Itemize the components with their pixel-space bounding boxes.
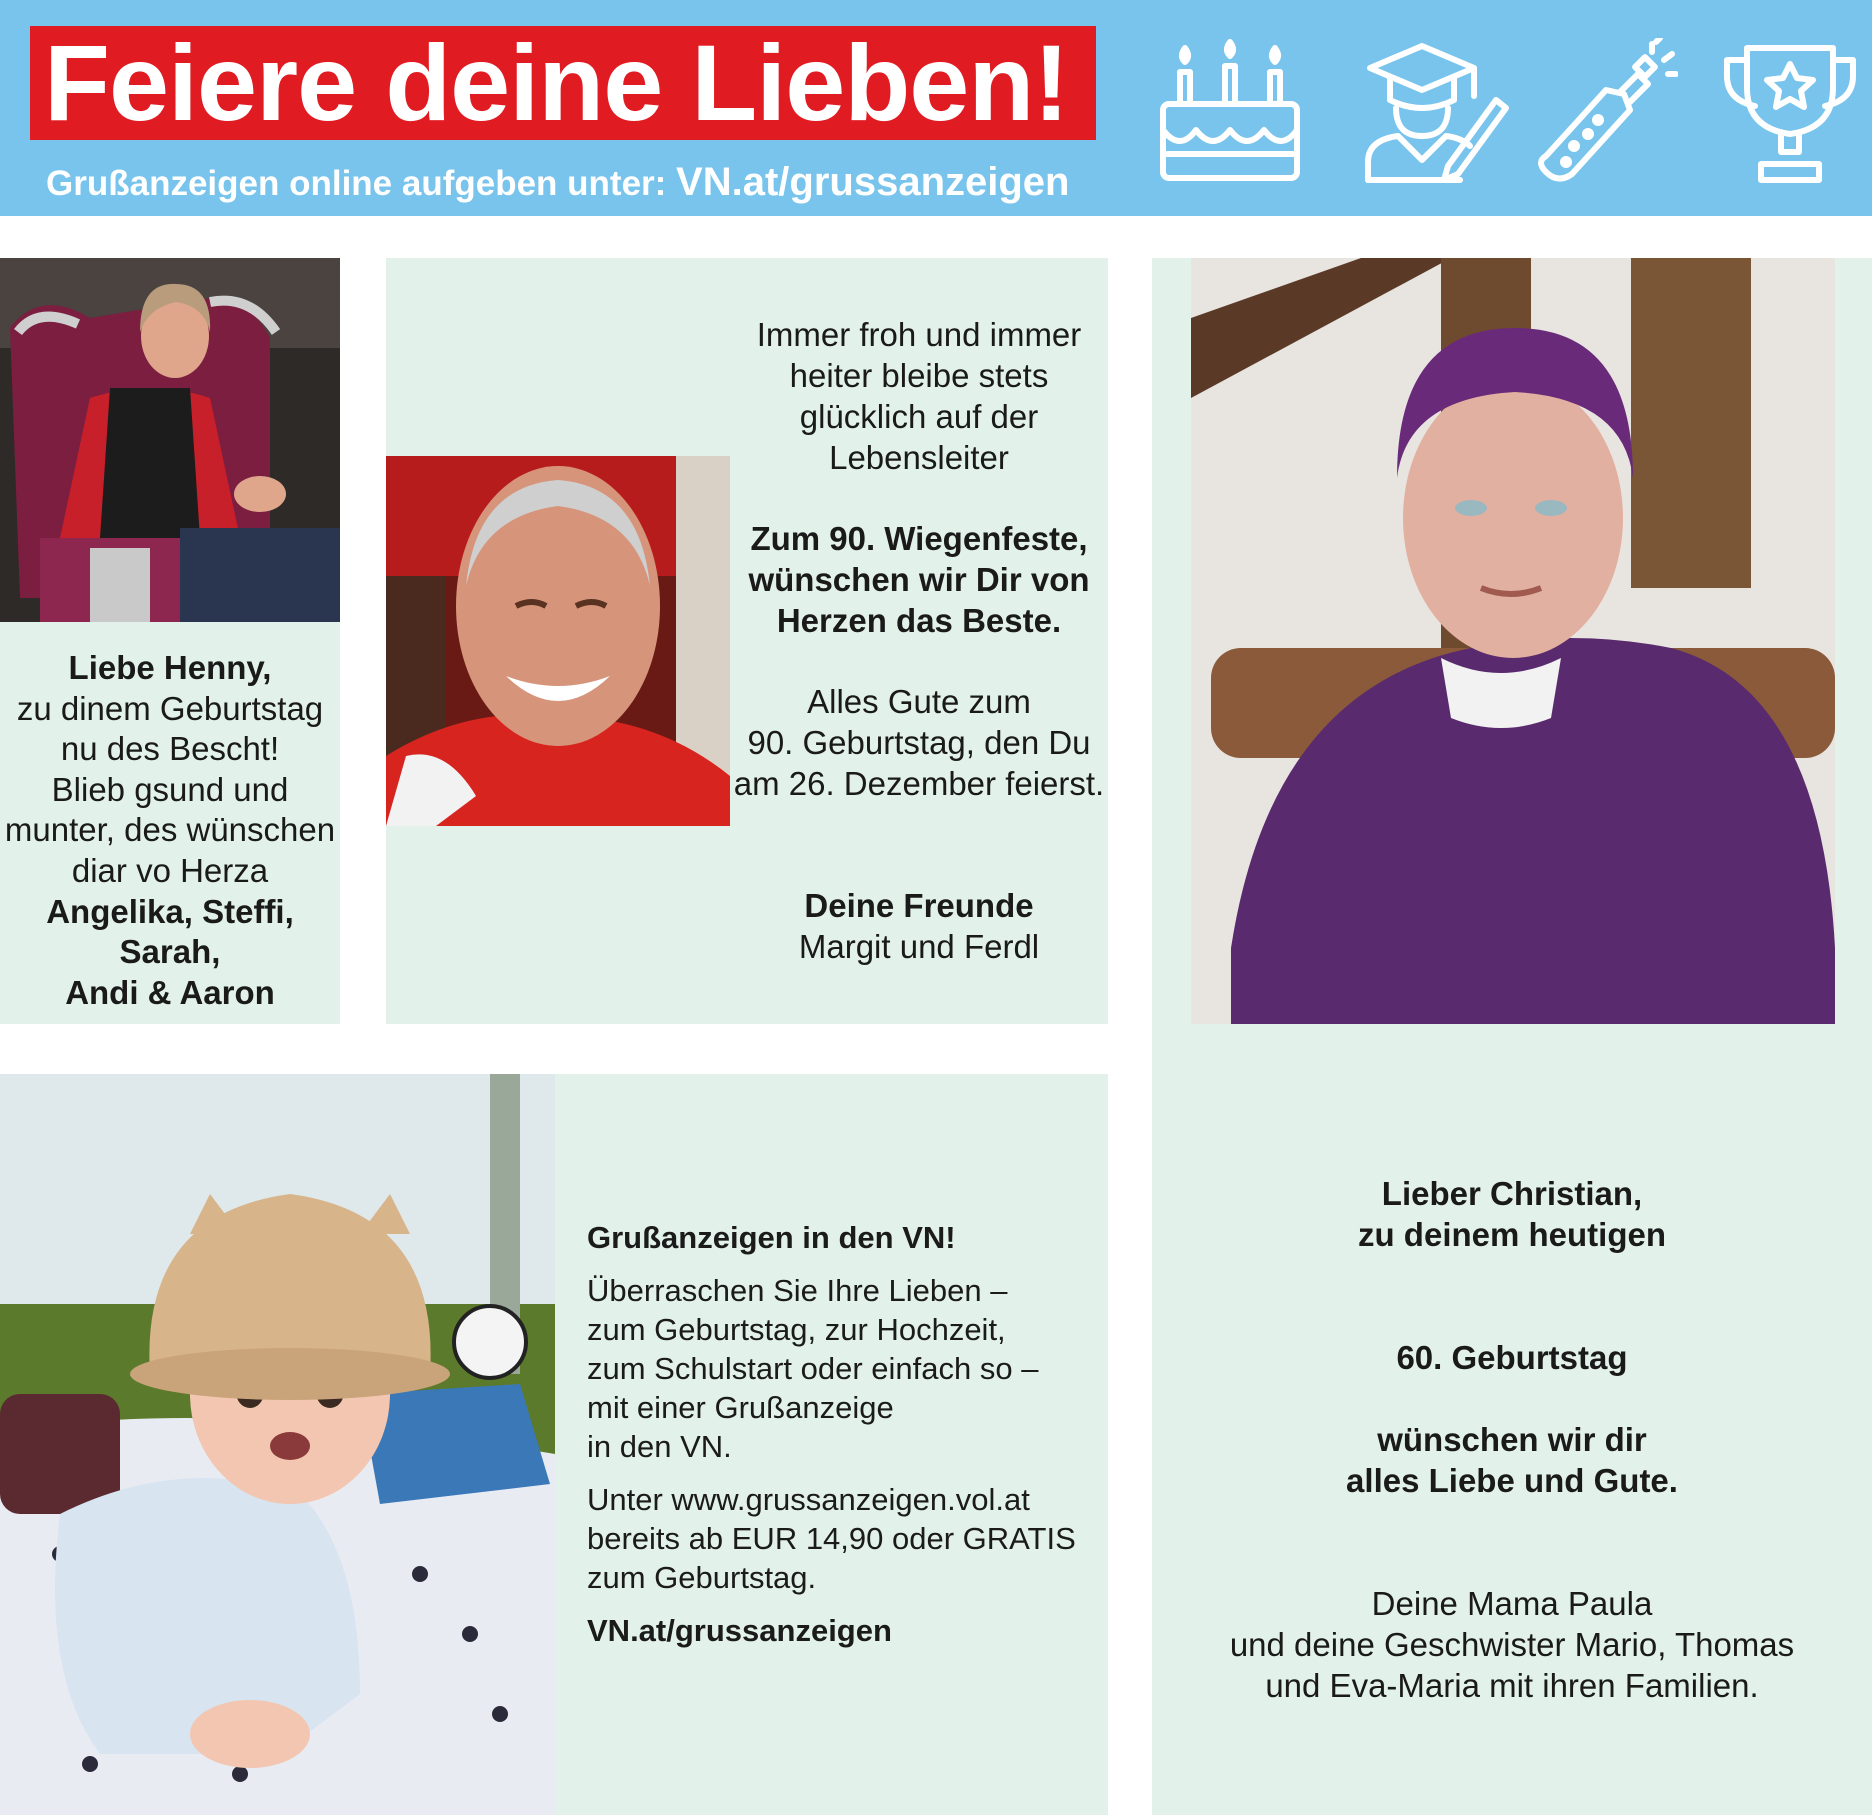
graduate-icon (1360, 38, 1510, 188)
poem-line: heiter bleibe stets (789, 357, 1049, 394)
henny-photo (0, 258, 340, 622)
header-banner (0, 0, 1872, 216)
from-line: Deine Mama Paula (1371, 1585, 1653, 1622)
champagne-icon (1528, 38, 1678, 188)
christian-signature (1152, 1583, 1872, 1706)
ninety-photo (386, 456, 730, 826)
henny-greeting: Liebe Henny, (68, 649, 272, 686)
promo-line: mit einer Grußanzeige (587, 1390, 894, 1425)
christian-birthday (1152, 1337, 1872, 1378)
subline-url[interactable]: VN.at/grussanzeigen (676, 160, 1070, 204)
from-label: Deine Freunde (804, 887, 1034, 924)
christian-photo (1191, 258, 1835, 1024)
from-names: Margit und Ferdl (798, 928, 1040, 965)
poem-line: glücklich auf der (799, 398, 1039, 435)
promo-heading: Grußanzeigen in den VN! (587, 1220, 956, 1255)
henny-signature: Andi & Aaron (65, 973, 275, 1011)
promo-line: Überraschen Sie Ihre Lieben – (587, 1273, 1008, 1308)
text-line: munter, des wünschen (4, 811, 336, 849)
promo-url[interactable]: VN.at/grussanzeigen (587, 1613, 892, 1648)
greeting-line: zu deinem heutigen (1357, 1216, 1667, 1253)
wish-line: wünschen wir Dir von (748, 561, 1090, 598)
from-line: und deine Geschwister Mario, Thomas (1229, 1626, 1795, 1663)
promo-line: in den VN. (587, 1429, 732, 1464)
congrats-line: am 26. Dezember feierst. (733, 765, 1105, 802)
ninety-signature (730, 885, 1108, 967)
promo-line: zum Schulstart oder einfach so – (587, 1351, 1039, 1386)
trophy-icon (1715, 38, 1865, 188)
christian-greeting (1152, 1173, 1872, 1255)
ninety-message (730, 314, 1108, 478)
poem-line: Lebensleiter (829, 439, 1009, 476)
ninety-wish (730, 518, 1108, 641)
ninety-congrats (730, 681, 1108, 804)
congrats-line: 90. Geburtstag, den Du (747, 724, 1091, 761)
subline-prefix: Grußanzeigen online aufgeben unter: (46, 164, 667, 203)
page-title: Feiere deine Lieben! (44, 22, 1069, 143)
wish-line: Zum 90. Wiegenfeste, (750, 520, 1088, 557)
wish-line: Herzen das Beste. (776, 602, 1062, 639)
birthday-line: 60. Geburtstag (1396, 1339, 1628, 1376)
christian-wish (1152, 1419, 1872, 1501)
henny-message (0, 648, 340, 1013)
baby-photo (0, 1074, 555, 1815)
promo-line: zum Geburtstag, zur Hochzeit, (587, 1312, 1006, 1347)
text-line: zu dinem Geburtstag (16, 689, 324, 727)
poem-line: Immer froh und immer (756, 316, 1082, 353)
text-line: Blieb gsund und (51, 770, 289, 808)
promo-line: Unter www.grussanzeigen.vol.at (587, 1482, 1030, 1517)
wish-line: alles Liebe und Gute. (1346, 1462, 1678, 1499)
birthday-cake-icon (1155, 38, 1305, 188)
congrats-line: Alles Gute zum (807, 683, 1031, 720)
greeting-line: Lieber Christian, (1381, 1175, 1643, 1212)
text-line: diar vo Herza (71, 851, 269, 889)
header-subline (46, 160, 1069, 205)
henny-signature: Angelika, Steffi, Sarah, (46, 892, 294, 971)
wish-line: wünschen wir dir (1377, 1421, 1647, 1458)
promo-text (587, 1218, 1087, 1650)
promo-line: bereits ab EUR 14,90 oder GRATIS (587, 1521, 1076, 1556)
promo-line: zum Geburtstag. (587, 1560, 817, 1595)
text-line: nu des Bescht! (60, 730, 280, 768)
from-line: und Eva-Maria mit ihren Familien. (1265, 1667, 1759, 1704)
